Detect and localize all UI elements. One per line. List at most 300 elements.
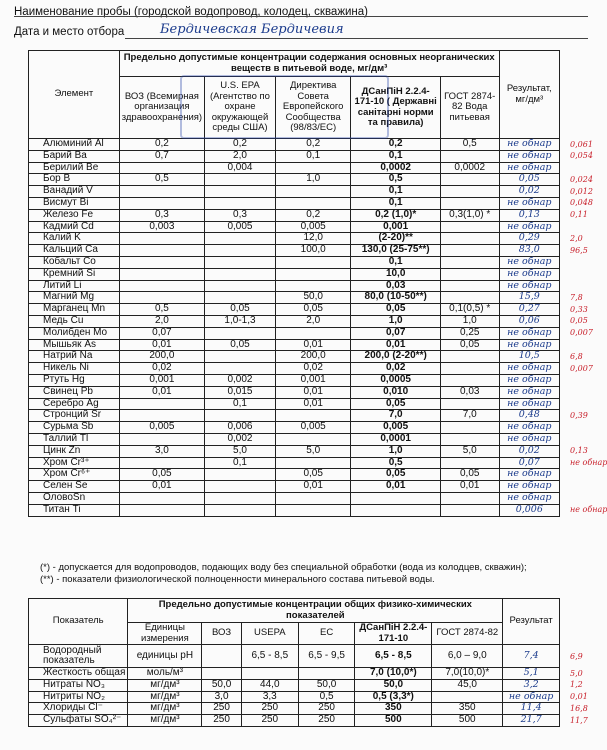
- result-cell: не обнар: [499, 398, 559, 410]
- result-cell: 21,7: [503, 715, 560, 727]
- who-cell: 0,3: [119, 209, 204, 221]
- table-row: [29, 715, 560, 727]
- who-cell: 0,07: [119, 327, 204, 339]
- dsanpin-cell: 0,5: [351, 174, 440, 186]
- red-note: [570, 398, 602, 410]
- who-cell: [119, 233, 204, 245]
- dsanpin-cell: 0,1: [351, 256, 440, 268]
- red-note: 0,012: [570, 186, 593, 196]
- element-cell: Медь Cu: [29, 315, 120, 327]
- usepa-cell: 250: [241, 715, 298, 727]
- red-note: 0,05: [570, 316, 588, 326]
- who-cell: 0,001: [119, 374, 204, 386]
- eu-cell: [275, 186, 351, 198]
- element-cell: ОловоSn: [29, 492, 120, 504]
- col-eu: Директива Совета Европейского Сообщества (98/83/EC): [275, 77, 351, 139]
- gost-cell: [440, 504, 499, 516]
- gost-cell: [440, 422, 499, 434]
- table-row: [29, 339, 560, 351]
- usepa-cell: 44,0: [241, 679, 298, 691]
- dsanpin-cell: 0,01: [351, 339, 440, 351]
- dsanpin-cell: 0,05: [351, 398, 440, 410]
- who-cell: 50,0: [202, 679, 241, 691]
- dsanpin-cell: [351, 492, 440, 504]
- red-note: [570, 374, 602, 386]
- physchem-table: [28, 598, 560, 727]
- dsanpin-cell: 0,1: [351, 197, 440, 209]
- eu-cell: [275, 268, 351, 280]
- result-cell: не обнар: [499, 280, 559, 292]
- element-cell: Титан Ti: [29, 504, 120, 516]
- gost-cell: [440, 221, 499, 233]
- result-cell: не обнар: [499, 197, 559, 209]
- element-cell: Серебро Ag: [29, 398, 120, 410]
- usepa-cell: [205, 292, 276, 304]
- usepa-cell: [205, 351, 276, 363]
- element-cell: Ванадий V: [29, 186, 120, 198]
- eu-cell: 0,005: [275, 422, 351, 434]
- dsanpin-cell: 0,0001: [351, 433, 440, 445]
- dsanpin-cell: 0,2 (1,0)*: [351, 209, 440, 221]
- usepa-cell: [205, 256, 276, 268]
- element-cell: Кремний Si: [29, 268, 120, 280]
- table-row: [29, 469, 560, 481]
- usepa-cell: [205, 233, 276, 245]
- usepa-cell: [241, 668, 298, 680]
- result-cell: 0,48: [499, 410, 559, 422]
- eu-cell: [275, 433, 351, 445]
- usepa-cell: [205, 280, 276, 292]
- who-cell: [119, 197, 204, 209]
- red-note: 0,061: [570, 139, 593, 149]
- result-cell: не обнар: [499, 386, 559, 398]
- red-note: 0,11: [570, 210, 588, 220]
- ds-cell: 6,5 - 8,5: [355, 645, 432, 668]
- red-note: не обнар: [570, 458, 607, 468]
- gost-cell: 0,5: [440, 139, 499, 151]
- eu-cell: 0,01: [275, 386, 351, 398]
- usepa-cell: [205, 327, 276, 339]
- element-cell: Калий K: [29, 233, 120, 245]
- red-note: 6,9: [570, 651, 583, 661]
- col-ds-2: ДСанПіН 2.2.4-171-10: [355, 623, 432, 645]
- result-cell: 0,13: [499, 209, 559, 221]
- eu-cell: 0,05: [275, 304, 351, 316]
- unit-cell: мг/дм³: [128, 703, 202, 715]
- result-cell: не обнар: [499, 221, 559, 233]
- table-row: [29, 351, 560, 363]
- red-note: 0,33: [570, 304, 588, 314]
- eu-cell: 100,0: [275, 245, 351, 257]
- usepa-cell: 0,004: [205, 162, 276, 174]
- red-note: [570, 492, 602, 504]
- red-note: [570, 268, 602, 280]
- result-cell: не обнар: [499, 422, 559, 434]
- table-row: [29, 645, 560, 668]
- who-cell: [119, 457, 204, 469]
- table-row: [29, 304, 560, 316]
- dsanpin-cell: (2-20)**: [351, 233, 440, 245]
- who-cell: [119, 256, 204, 268]
- red-note: 11,7: [570, 715, 588, 725]
- gost-cell: [440, 233, 499, 245]
- table-row: [29, 363, 560, 375]
- element-cell: Хром Cr³⁺: [29, 457, 120, 469]
- who-cell: 0,5: [119, 174, 204, 186]
- table-row: [29, 233, 560, 245]
- eu-cell: 50,0: [275, 292, 351, 304]
- ds-cell: 0,5 (3,3*): [355, 691, 432, 703]
- red-note: 1,2: [570, 680, 583, 690]
- table-row: [29, 668, 560, 680]
- gost-cell: [440, 280, 499, 292]
- usepa-cell: [205, 268, 276, 280]
- dsanpin-cell: 0,07: [351, 327, 440, 339]
- eu-cell: 250: [298, 715, 355, 727]
- table-row: [29, 256, 560, 268]
- who-cell: [119, 504, 204, 516]
- gost-cell: 500: [432, 715, 503, 727]
- col-gost: ГОСТ 2874-82 Вода питьевая: [440, 77, 499, 139]
- table-row: [29, 280, 560, 292]
- element-cell: Сурьма Sb: [29, 422, 120, 434]
- who-cell: [202, 645, 241, 668]
- gost-cell: 350: [432, 703, 503, 715]
- element-cell: Мышьяк As: [29, 339, 120, 351]
- gost-cell: 0,03: [440, 386, 499, 398]
- element-cell: Кадмий Cd: [29, 221, 120, 233]
- usepa-cell: 3,3: [241, 691, 298, 703]
- dsanpin-cell: 0,05: [351, 304, 440, 316]
- element-cell: Селен Se: [29, 481, 120, 493]
- dsanpin-cell: 0,005: [351, 422, 440, 434]
- result-cell: не обнар: [499, 339, 559, 351]
- gost-cell: 0,1(0,5) *: [440, 304, 499, 316]
- gost-cell: [440, 245, 499, 257]
- usepa-cell: [205, 504, 276, 516]
- element-cell: Алюминий Al: [29, 139, 120, 151]
- who-cell: 250: [202, 715, 241, 727]
- eu-cell: [275, 197, 351, 209]
- ds-cell: 350: [355, 703, 432, 715]
- who-cell: [119, 398, 204, 410]
- red-note: [570, 433, 602, 445]
- eu-cell: 0,2: [275, 209, 351, 221]
- gost-cell: [432, 691, 503, 703]
- gost-cell: [440, 457, 499, 469]
- result-cell: 0,02: [499, 186, 559, 198]
- who-cell: 0,01: [119, 386, 204, 398]
- result-cell: не обнар: [499, 433, 559, 445]
- gost-cell: [440, 363, 499, 375]
- gost-cell: 45,0: [432, 679, 503, 691]
- footnotes: [40, 562, 527, 586]
- who-cell: 3,0: [202, 691, 241, 703]
- gost-cell: 0,01: [440, 481, 499, 493]
- usepa-cell: [205, 492, 276, 504]
- element-cell: Стронций Sr: [29, 410, 120, 422]
- gost-cell: 5,0: [440, 445, 499, 457]
- table-row: [29, 504, 560, 516]
- col-result-2: Результат: [503, 599, 560, 645]
- eu-cell: 0,02: [275, 363, 351, 375]
- usepa-cell: 0,1: [205, 457, 276, 469]
- result-cell: 0,29: [499, 233, 559, 245]
- gost-cell: 6,0 – 9,0: [432, 645, 503, 668]
- table-row: [29, 327, 560, 339]
- element-cell: Магний Mg: [29, 292, 120, 304]
- gost-cell: [440, 433, 499, 445]
- eu-cell: [275, 162, 351, 174]
- gost-cell: [440, 150, 499, 162]
- table-row: [29, 691, 560, 703]
- red-note: 7,8: [570, 292, 583, 302]
- col-dsanpin: ДСанПіН 2.2.4-171-10 ( Державні санітарні норми та правила): [351, 77, 440, 139]
- unit-cell: единицы pH: [128, 645, 202, 668]
- col-gost-2: ГОСТ 2874-82: [432, 623, 503, 645]
- col-main-header: Предельно допустимые концентрации содержания основных неорганических веществ в питьевой воде, мг/дм³: [119, 51, 499, 77]
- col-eu-2: ЕС: [298, 623, 355, 645]
- gost-cell: [440, 256, 499, 268]
- eu-cell: 0,05: [275, 469, 351, 481]
- result-cell: не обнар: [499, 469, 559, 481]
- red-note: 5,0: [570, 668, 583, 678]
- indicator-cell: Сульфаты SO₄²⁻: [29, 715, 128, 727]
- usepa-cell: 2,0: [205, 150, 276, 162]
- dsanpin-cell: 1,0: [351, 445, 440, 457]
- eu-cell: 0,005: [275, 221, 351, 233]
- gost-cell: [440, 197, 499, 209]
- usepa-cell: [205, 469, 276, 481]
- who-cell: 0,2: [119, 139, 204, 151]
- who-cell: [119, 492, 204, 504]
- eu-cell: 0,01: [275, 481, 351, 493]
- who-cell: 0,02: [119, 363, 204, 375]
- element-cell: Хром Cr⁶⁺: [29, 469, 120, 481]
- dsanpin-cell: 1,0: [351, 315, 440, 327]
- gost-cell: [440, 492, 499, 504]
- result-cell: не обнар: [499, 256, 559, 268]
- element-cell: Висмут Bi: [29, 197, 120, 209]
- eu-cell: 12,0: [275, 233, 351, 245]
- dsanpin-cell: 130,0 (25-75**): [351, 245, 440, 257]
- red-note: 0,39: [570, 410, 588, 420]
- who-cell: 3,0: [119, 445, 204, 457]
- red-note: 2,0: [570, 233, 583, 243]
- red-annotations-2: [570, 645, 602, 727]
- who-cell: 2,0: [119, 315, 204, 327]
- red-note: [570, 386, 602, 398]
- gost-cell: 0,05: [440, 469, 499, 481]
- red-note: [570, 339, 602, 351]
- result-cell: 5,1: [503, 668, 560, 680]
- table-row: [29, 481, 560, 493]
- red-note: 0,054: [570, 151, 593, 161]
- who-cell: 0,5: [119, 304, 204, 316]
- gost-cell: [440, 268, 499, 280]
- result-cell: 0,27: [499, 304, 559, 316]
- who-cell: [119, 433, 204, 445]
- result-cell: не обнар: [499, 139, 559, 151]
- sample-name-label: Наименование пробы (городской водопровод, колодец, скважина): [14, 6, 369, 18]
- eu-cell: 1,0: [275, 174, 351, 186]
- red-note: [570, 221, 602, 233]
- dsanpin-cell: 0,1: [351, 186, 440, 198]
- usepa-cell: 0,05: [205, 304, 276, 316]
- red-note: 96,5: [570, 245, 588, 255]
- red-note: [570, 481, 602, 493]
- dsanpin-cell: 80,0 (10-50**): [351, 292, 440, 304]
- result-cell: не обнар: [499, 327, 559, 339]
- eu-cell: 0,2: [275, 139, 351, 151]
- unit-cell: мг/дм³: [128, 679, 202, 691]
- dsanpin-cell: [351, 504, 440, 516]
- gost-cell: 7,0: [440, 410, 499, 422]
- eu-cell: 0,001: [275, 374, 351, 386]
- element-cell: Литий Li: [29, 280, 120, 292]
- who-cell: [119, 245, 204, 257]
- indicator-cell: Хлориды Cl⁻: [29, 703, 128, 715]
- table-row: [29, 679, 560, 691]
- eu-cell: [275, 504, 351, 516]
- who-cell: 0,7: [119, 150, 204, 162]
- ds-cell: 500: [355, 715, 432, 727]
- element-cell: Ртуть Hg: [29, 374, 120, 386]
- who-cell: [119, 292, 204, 304]
- table-row: [29, 174, 560, 186]
- dsanpin-cell: 0,5: [351, 457, 440, 469]
- usepa-cell: 0,2: [205, 139, 276, 151]
- result-cell: 7,4: [503, 645, 560, 668]
- unit-cell: моль/м³: [128, 668, 202, 680]
- element-cell: Барий Ba: [29, 150, 120, 162]
- col-who: ВОЗ (Всемирная организация здравоохранения): [119, 77, 204, 139]
- who-cell: [202, 668, 241, 680]
- red-note: 0,007: [570, 363, 593, 373]
- usepa-cell: 6,5 - 8,5: [241, 645, 298, 668]
- result-cell: 11,4: [503, 703, 560, 715]
- col-usepa: U.S. EPA (Агентство по охране окружающей среды США): [205, 77, 276, 139]
- col-result: Результат, мг/дм³: [499, 51, 559, 139]
- who-cell: 0,003: [119, 221, 204, 233]
- red-note: [570, 162, 602, 174]
- element-cell: Никель Ni: [29, 363, 120, 375]
- sample-date-value: Бердичевская Бердичевия: [160, 22, 344, 37]
- indicator-cell: Нитриты NO₂: [29, 691, 128, 703]
- table-row: [29, 315, 560, 327]
- table-row: [29, 386, 560, 398]
- dsanpin-cell: 0,05: [351, 469, 440, 481]
- usepa-cell: 0,1: [205, 398, 276, 410]
- dsanpin-cell: 0,001: [351, 221, 440, 233]
- element-cell: Берилий Be: [29, 162, 120, 174]
- eu-cell: [275, 410, 351, 422]
- red-annotations-1: [570, 139, 607, 517]
- red-note: 6,8: [570, 351, 583, 361]
- col-units: Единицы измерения: [128, 623, 202, 645]
- col-main-header-2: Предельно допустимые концентрации общих физико-химических показателей: [128, 599, 503, 623]
- table-row: [29, 457, 560, 469]
- table-row: [29, 139, 560, 151]
- table-row: [29, 410, 560, 422]
- red-note: [570, 280, 602, 292]
- result-cell: не обнар: [499, 268, 559, 280]
- who-cell: [119, 268, 204, 280]
- table-row: [29, 209, 560, 221]
- table-row: [29, 703, 560, 715]
- table-row: [29, 398, 560, 410]
- eu-cell: 5,0: [275, 445, 351, 457]
- result-cell: 10,5: [499, 351, 559, 363]
- element-cell: Натрий Na: [29, 351, 120, 363]
- usepa-cell: 0,002: [205, 374, 276, 386]
- usepa-cell: [205, 481, 276, 493]
- red-note: 0,13: [570, 446, 588, 456]
- table-row: [29, 268, 560, 280]
- gost-cell: [440, 292, 499, 304]
- who-cell: [119, 280, 204, 292]
- gost-cell: [440, 374, 499, 386]
- red-note: [570, 469, 602, 481]
- element-cell: Кальций Ca: [29, 245, 120, 257]
- ds-cell: 50,0: [355, 679, 432, 691]
- usepa-cell: [205, 245, 276, 257]
- gost-cell: 0,05: [440, 339, 499, 351]
- who-cell: 200,0: [119, 351, 204, 363]
- element-cell: Свинец Pb: [29, 386, 120, 398]
- red-note: 0,01: [570, 692, 588, 702]
- result-cell: не обнар: [499, 162, 559, 174]
- table-row: [29, 292, 560, 304]
- footnote-2: (**) - показатели физиологической полноценности минерального состава питьевой воды.: [40, 574, 435, 585]
- gost-cell: 0,0002: [440, 162, 499, 174]
- table-row: [29, 422, 560, 434]
- usepa-cell: 1,0-1,3: [205, 315, 276, 327]
- usepa-cell: [205, 174, 276, 186]
- who-cell: 0,01: [119, 339, 204, 351]
- usepa-cell: 250: [241, 703, 298, 715]
- table-row: [29, 374, 560, 386]
- table-row: [29, 245, 560, 257]
- usepa-cell: [205, 186, 276, 198]
- indicator-cell: Жесткость общая: [29, 668, 128, 680]
- gost-cell: 7,0(10,0)*: [432, 668, 503, 680]
- usepa-cell: 5,0: [205, 445, 276, 457]
- usepa-cell: [205, 197, 276, 209]
- table-row: [29, 433, 560, 445]
- indicator-cell: Нитраты NO₃: [29, 679, 128, 691]
- element-cell: Таллий Tl: [29, 433, 120, 445]
- gost-cell: [440, 351, 499, 363]
- result-cell: 0,05: [499, 174, 559, 186]
- usepa-cell: 0,006: [205, 422, 276, 434]
- gost-cell: 0,3(1,0) *: [440, 209, 499, 221]
- red-note: не обнар: [570, 505, 607, 515]
- eu-cell: [275, 327, 351, 339]
- eu-cell: [298, 668, 355, 680]
- eu-cell: 0,01: [275, 339, 351, 351]
- result-cell: 83,0: [499, 245, 559, 257]
- result-cell: не обнар: [503, 691, 560, 703]
- sample-date-line: [125, 38, 588, 39]
- usepa-cell: 0,05: [205, 339, 276, 351]
- eu-cell: 50,0: [298, 679, 355, 691]
- who-cell: 0,05: [119, 469, 204, 481]
- table-row: [29, 150, 560, 162]
- dsanpin-cell: 0,01: [351, 481, 440, 493]
- gost-cell: 1,0: [440, 315, 499, 327]
- eu-cell: [275, 457, 351, 469]
